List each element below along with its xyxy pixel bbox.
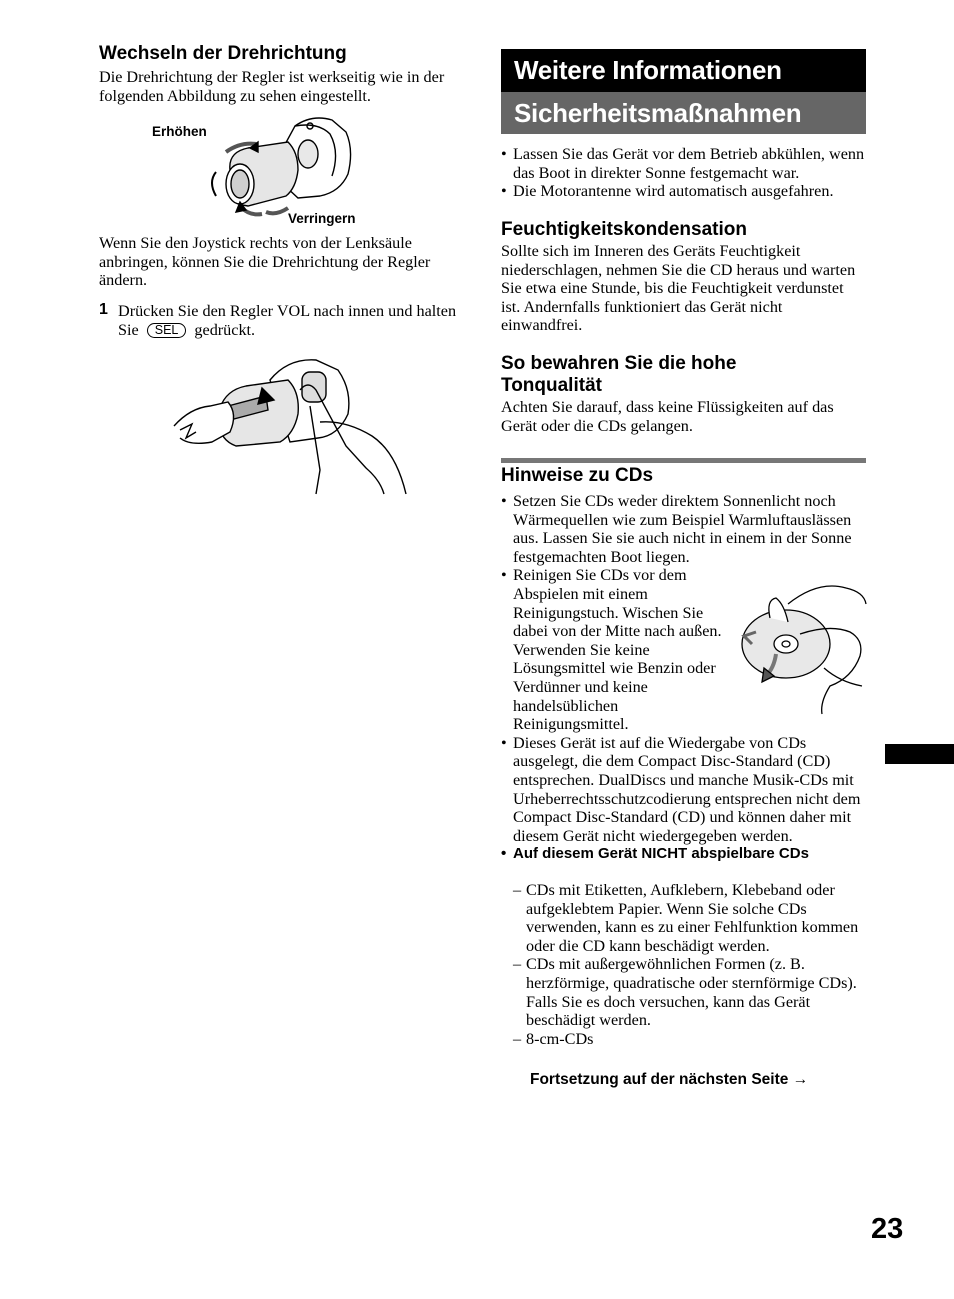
cd-note-item: • Setzen Sie CDs weder direktem Sonnenlicht noch Wärmequellen wie zum Beispiel Warmluftauslässen aus. Lassen Sie sie auch nicht in einem in der Sonne festgemachten Boot liegen. [501,492,867,566]
section-divider [501,458,866,463]
step-text-part-b: gedrückt. [194,320,256,339]
safety-item: • Die Motorantenne wird automatisch ausgefahren. [501,182,867,201]
quality-text: Achten Sie darauf, dass keine Flüssigkeiten auf das Gerät oder die CDs gelangen. [501,398,834,435]
header-sicherheitsmassnahmen: Sicherheitsmaßnahmen [501,92,866,134]
continued-text: Fortsetzung auf der nächsten Seite [530,1071,789,1088]
section-title-rotation: Wechseln der Drehrichtung [99,43,347,64]
fig1-label-up: Erhöhen [152,124,207,139]
rotary-knob-illustration [200,112,360,230]
side-tab-marker [885,744,954,764]
rotation-intro: Die Drehrichtung der Regler ist werkseitig wie in der folgenden Abbildung zu sehen eingestellt. [99,68,445,105]
cd-note-item-unplayable: • Auf diesem Gerät NICHT abspielbare CDs [501,845,867,864]
fig1-label-down: Verringern [288,211,356,226]
cd-cleaning-illustration [740,574,868,716]
safety-list [501,145,867,201]
unplayable-cd-list [513,881,865,1048]
moisture-title: Feuchtigkeitskondensation [501,219,747,240]
sel-key: SEL [147,323,187,338]
step-text [118,302,470,339]
unplayable-cd-item: – CDs mit außergewöhnlichen Formen (z. B. herzförmige, quadratische oder sternförmige CDs). Falls Sie es doch versuchen, kann das Gerät beschädigt werden. [513,955,865,1029]
cd-note-item: • Dieses Gerät ist auf die Wiedergabe von CDs ausgelegt, die dem Compact Disc-Standard (CD) entsprechen. DualDiscs und manche Musik-CDs mit Urheberrechtsschutzcodierung entsprechen nicht dem Compact Disc-Standard (CD) und können daher mit diesem Gerät nicht wiedergegeben werden. [501,734,867,846]
safety-item: • Lassen Sie das Gerät vor dem Betrieb abkühlen, wenn das Boot in direkter Sonne festgemacht war. [501,145,867,182]
arrow-right-icon: → [792,1071,809,1088]
unplayable-cd-item: – 8-cm-CDs [513,1030,865,1049]
cd-notes-title: Hinweise zu CDs [501,465,654,486]
hand-pressing-knob-illustration [170,350,418,496]
header-weitere-informationen: Weitere Informationen [501,49,866,92]
reverse-paragraph: Wenn Sie den Joystick rechts von der Lenksäule anbringen, können Sie die Drehrichtung der Regler ändern. [99,234,431,290]
continued-note [530,1071,808,1089]
page-number: 23 [871,1213,904,1245]
quality-title: So bewahren Sie die hohe Tonqualität [501,353,737,396]
unplayable-cd-item: – CDs mit Etiketten, Aufklebern, Klebeband oder aufgeklebtem Papier. Wenn Sie solche CDs verwenden, kann es zu einer Fehlfunktion kommen oder die CD kann beschädigt werden. [513,881,865,955]
cd-note-item: • Reinigen Sie CDs vor dem Abspielen mit einem Reinigungstuch. Wischen Sie dabei von der Mitte nach außen. Verwenden Sie keine Lösungsmittel wie Benzin oder Verdünner und keine handelsüblichen Reinigungsmittel. [501,566,735,733]
step-number: 1 [99,301,108,318]
step-text-part-a: Drücken Sie den Regler VOL nach innen und halten Sie [118,302,457,339]
moisture-text: Sollte sich im Inneren des Geräts Feuchtigkeit niederschlagen, nehmen Sie die CD heraus und warten Sie etwa eine Stunde, bis die Feuchtigkeit verdunstet ist. Andernfalls funktioniert das Gerät nicht einwandfrei. [501,242,856,335]
